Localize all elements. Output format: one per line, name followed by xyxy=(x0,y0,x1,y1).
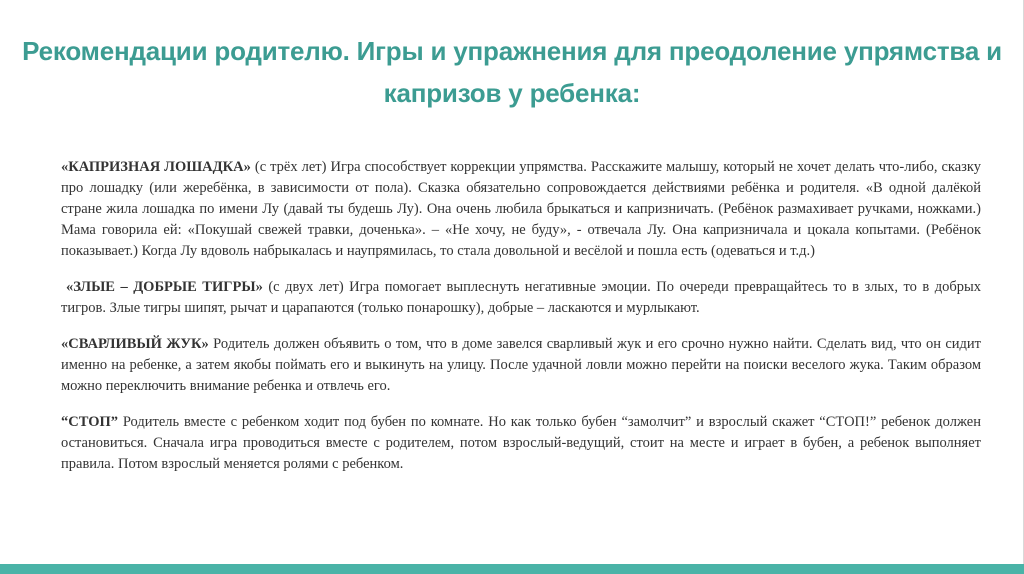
game-paragraph-svarlivyy-zhuk xyxy=(61,334,981,397)
game-name: «ЗЛЫЕ – ДОБРЫЕ ТИГРЫ» xyxy=(66,279,263,295)
game-name: «СВАРЛИВЫЙ ЖУК» xyxy=(61,336,209,352)
game-paragraph-stop xyxy=(61,412,981,475)
game-name: «КАПРИЗНАЯ ЛОШАДКА» xyxy=(61,159,251,175)
game-description: (с двух лет) Игра помогает выплеснуть негативные эмоции. По очереди превращайтесь то в злых, то в добрых тигров. Злые тигры шипят, рычат и царапаются (только понарошку), добрые – ласкаются и мурлыкают. xyxy=(61,279,982,316)
game-description: Родитель должен объявить о том, что в доме завелся сварливый жук и его срочно нужно найти. Сделать вид, что он сидит именно на ребенке, а затем якобы поймать его и выкинуть на улицу. После удачной ловли можно перейти на поиски веселого жука. Таким образом можно переключить внимание ребенка и отвлечь его. xyxy=(61,336,981,394)
bottom-accent-bar xyxy=(0,564,1024,574)
slide-title: Рекомендации родителю. Игры и упражнения для преодоление упрямства и капризов у ребенка: xyxy=(22,36,1002,108)
game-paragraph-zlye-dobrye-tigry xyxy=(61,277,981,319)
game-name: “СТОП” xyxy=(61,414,119,430)
slide-content xyxy=(61,157,981,490)
game-description: (с трёх лет) Игра способствует коррекции упрямства. Расскажите малышу, который не хочет делать что-либо, сказку про лошадку (или жеребёнка, в зависимости от пола). Сказка обязательно сопровождается действиями ребёнка и родителя. «В одной далёкой стране жила лошадка по имени Лу (давай ты будешь Лу). Она очень любила брыкаться и капризничать. (Ребёнок размахивает ручками, ножками.) Мама говорила ей: «Покушай свежей травки, доченька». – «Не хочу, не буду», - отвечала Лу. Она капризничала и цокала копытами. (Ребёнок показывает.) Когда Лу вдоволь набрыкалась и наупрямилась, то стала довольной и весёлой и пошла есть (одеваться и т.д.) xyxy=(61,159,982,259)
game-description: Родитель вместе с ребенком ходит под бубен по комнате. Но как только бубен “замолчит” и взрослый скажет “СТОП!” ребенок должен остановиться. Сначала игра проводиться вместе с родителем, потом взрослый-ведущий, стоит на месте и играет в бубен, а ребенок выполняет правила. Потом взрослый меняется ролями с ребенком. xyxy=(61,414,981,472)
game-paragraph-kaprisnaya-loshadka xyxy=(61,157,981,262)
